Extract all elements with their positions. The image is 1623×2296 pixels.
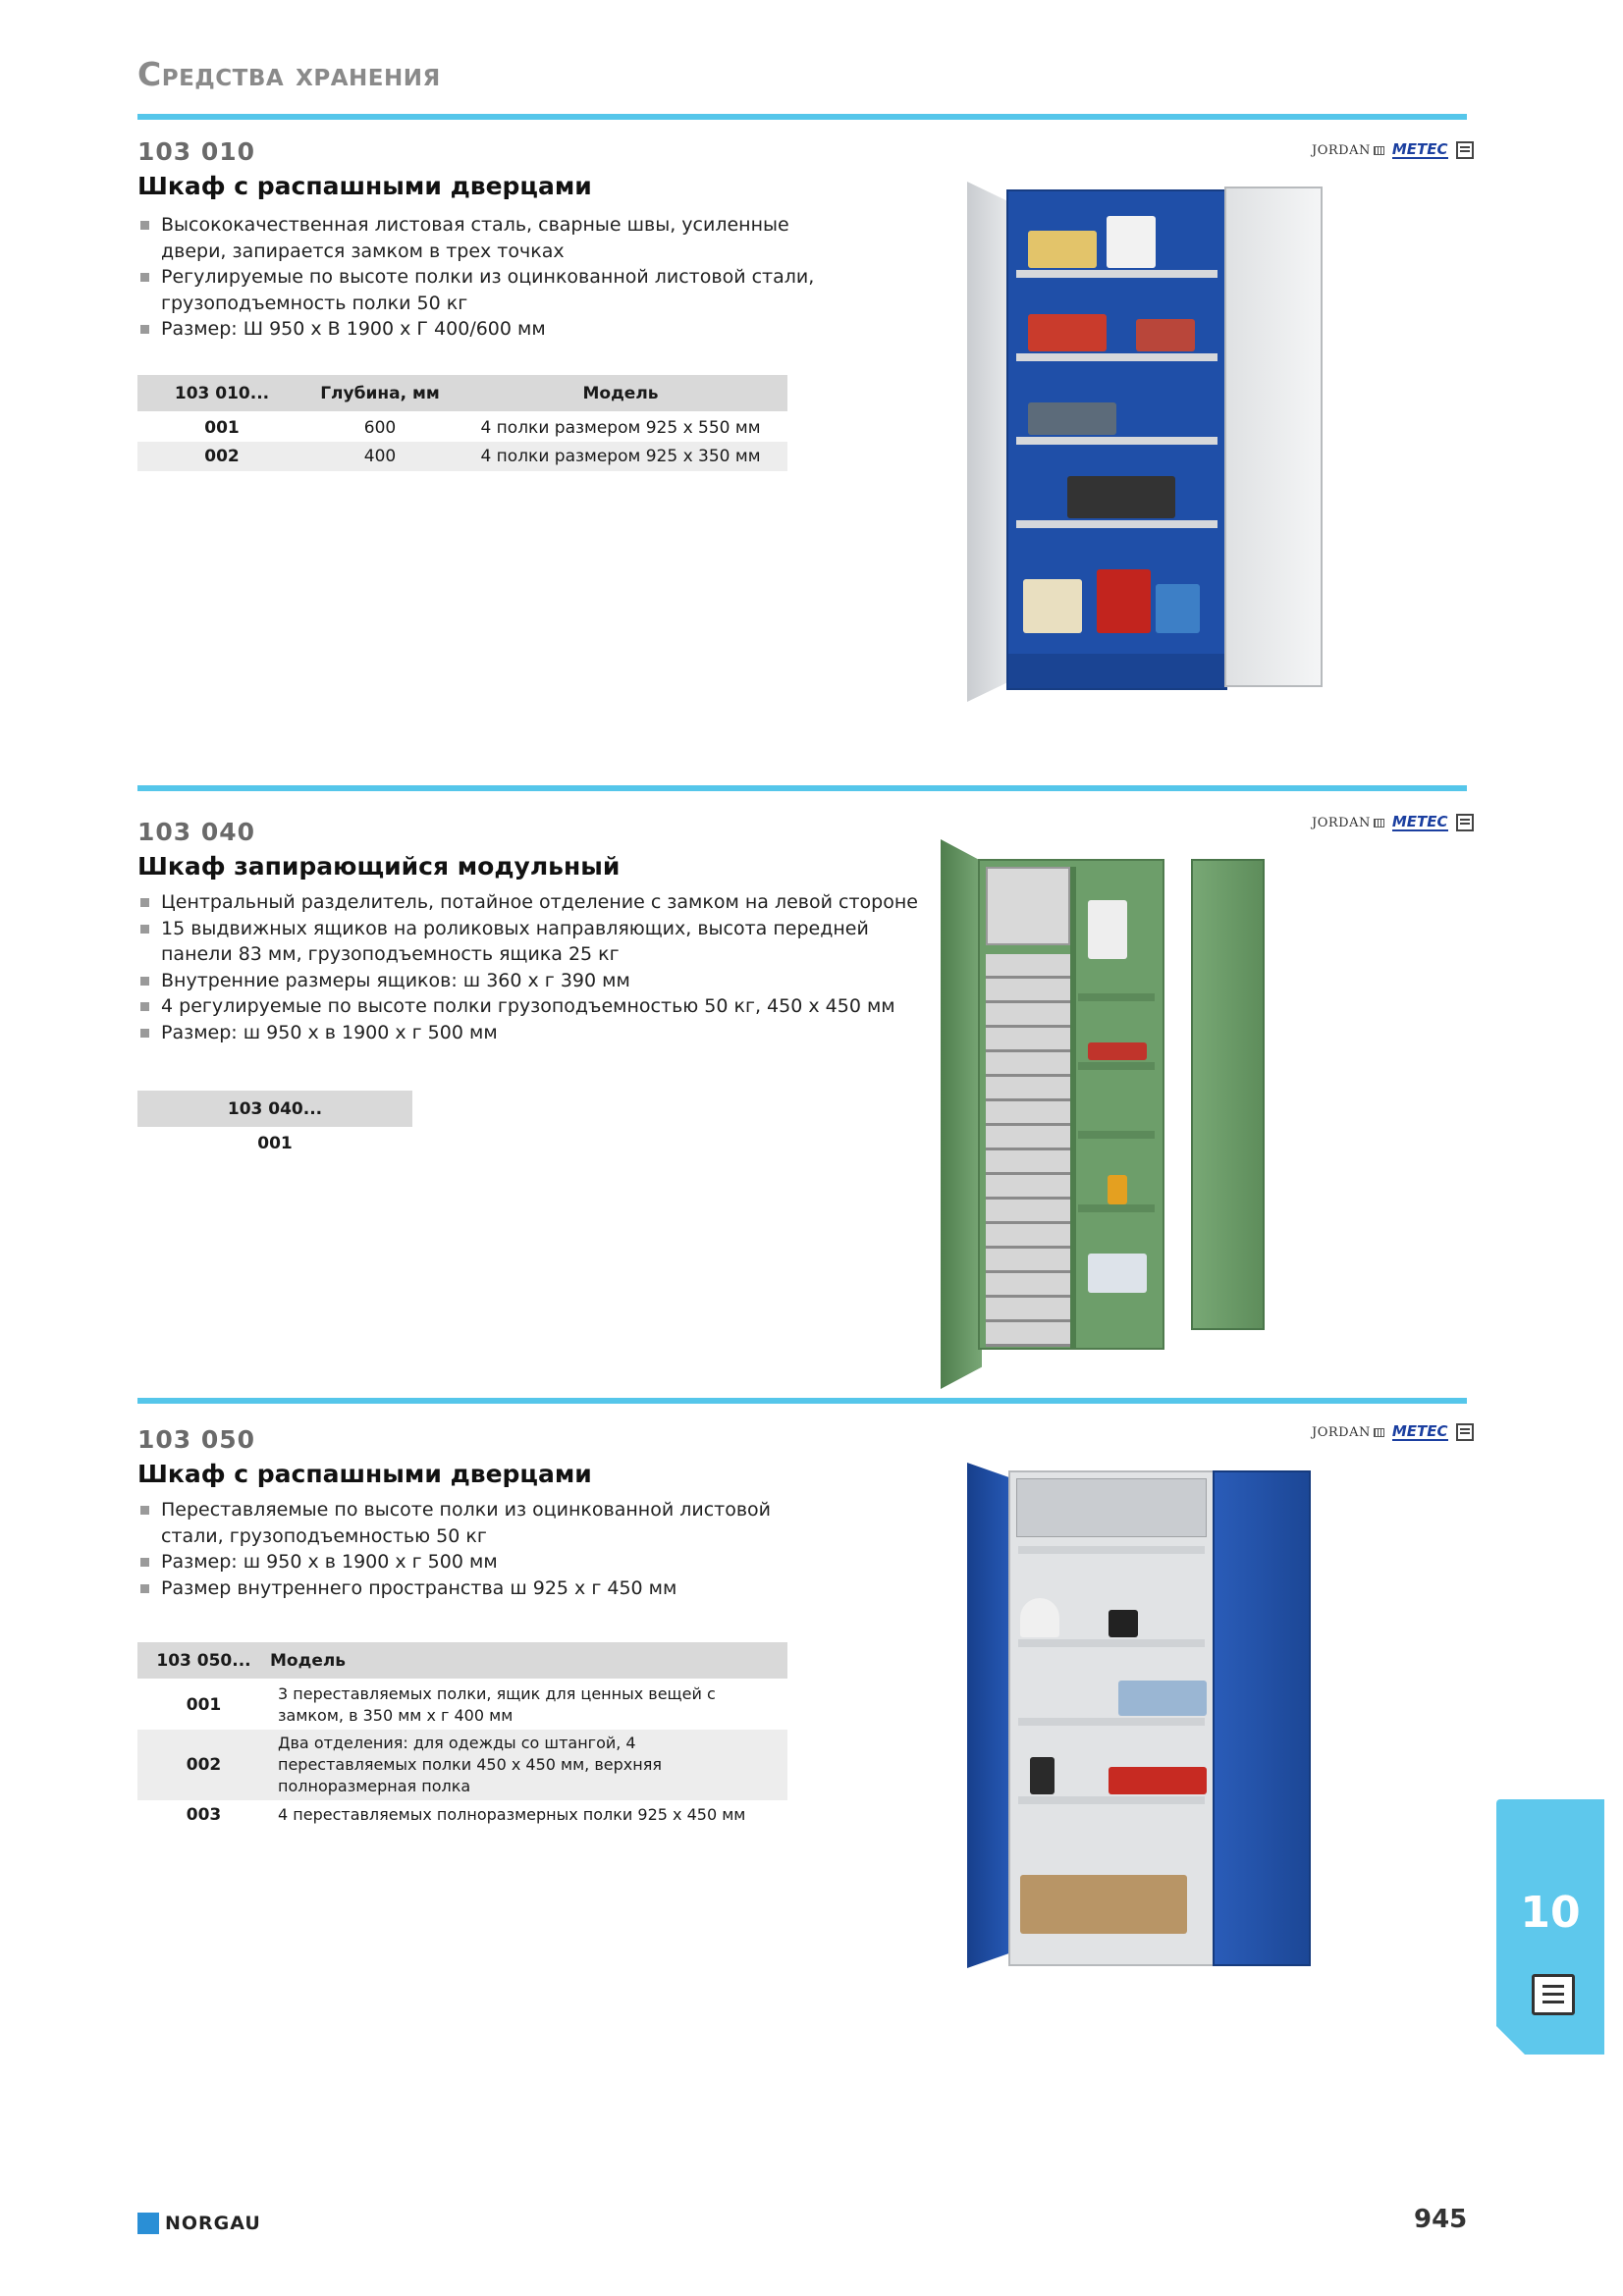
- feature-item: Размер: Ш 950 x В 1900 x Г 400/600 мм: [137, 316, 815, 343]
- cabinet-image: [967, 182, 1340, 702]
- jordan-logo: JORDAN: [1312, 143, 1384, 158]
- feature-item: Переставляемые по высоте полки из оцинкованной листовой стали, грузоподъемностью 50 кг: [137, 1497, 785, 1549]
- product-sku: 103 040: [137, 818, 256, 846]
- feature-list: [137, 889, 923, 1045]
- section-divider: [137, 1398, 1467, 1404]
- metec-logo: METEC: [1391, 813, 1448, 830]
- brand-logos: [1312, 138, 1474, 162]
- footer-logo: [137, 2213, 261, 2234]
- feature-item: Центральный разделитель, потайное отделение с замком на левой стороне: [137, 889, 923, 916]
- feature-item: 15 выдвижных ящиков на роликовых направляющих, высота передней панели 83 мм, грузоподъемность ящика 25 кг: [137, 916, 923, 968]
- feature-item: Высококачественная листовая сталь, сварные швы, усиленные двери, запирается замком в трех точках: [137, 212, 815, 264]
- page-number: 945: [1414, 2205, 1468, 2234]
- table-header: 103 050...: [137, 1642, 270, 1680]
- spec-table: [137, 375, 787, 471]
- brand-logos: [1312, 811, 1474, 834]
- document-icon: [1456, 1423, 1474, 1441]
- cabinet-image: [967, 1463, 1330, 1973]
- page-title: Средства хранения: [137, 55, 441, 93]
- feature-item: Размер: ш 950 x в 1900 x г 500 мм: [137, 1020, 923, 1046]
- feature-list: [137, 1497, 785, 1601]
- metec-logo: METEC: [1391, 140, 1448, 158]
- product-title: Шкаф с распашными дверцами: [137, 172, 592, 200]
- chapter-tab: [1496, 1799, 1604, 2055]
- chapter-number: 10: [1520, 1888, 1581, 1938]
- table-row: 003 4 переставляемых полноразмерных полки 925 x 450 мм: [186, 1805, 746, 1825]
- feature-item: Регулируемые по высоте полки из оцинкованной листовой стали, грузоподъемность полки 50 кг: [137, 264, 815, 316]
- product-title: Шкаф запирающийся модульный: [137, 852, 621, 881]
- table-row: 001: [257, 1133, 293, 1153]
- feature-item: Размер: ш 950 x в 1900 x г 500 мм: [137, 1549, 785, 1575]
- metec-logo: METEC: [1391, 1422, 1448, 1440]
- spec-table: [137, 1642, 787, 1830]
- norgau-square-icon: [137, 2213, 159, 2234]
- table-header: 103 010...: [137, 375, 306, 412]
- top-divider: [137, 114, 1467, 120]
- brand-logos: [1312, 1420, 1474, 1444]
- norgau-wordmark: NORGAU: [165, 2213, 261, 2234]
- jordan-logo: JORDAN: [1312, 1425, 1384, 1440]
- catalog-icon: [1532, 1974, 1575, 2015]
- spec-table: [137, 1091, 412, 1157]
- cabinet-image: [941, 839, 1314, 1389]
- feature-item: Размер внутреннего пространства ш 925 x г 450 мм: [137, 1575, 785, 1602]
- feature-item: 4 регулируемые по высоте полки грузоподъемностью 50 кг, 450 x 450 мм: [137, 993, 923, 1020]
- table-row: 002 Два отделения: для одежды со штангой, 4 переставляемых полки 450 x 450 мм, верхняя полноразмерная полка: [137, 1730, 787, 1800]
- document-icon: [1456, 814, 1474, 831]
- feature-list: [137, 212, 815, 343]
- product-title: Шкаф с распашными дверцами: [137, 1460, 592, 1488]
- table-header: 103 040...: [137, 1091, 412, 1128]
- table-header: Модель: [270, 1642, 787, 1680]
- table-row: 002 400 4 полки размером 925 x 350 мм: [137, 442, 787, 471]
- document-icon: [1456, 141, 1474, 159]
- feature-item: Внутренние размеры ящиков: ш 360 x г 390 мм: [137, 968, 923, 994]
- jordan-logo: JORDAN: [1312, 816, 1384, 830]
- table-row: 001 3 переставляемых полки, ящик для ценных вещей с замком, в 350 мм x г 400 мм: [186, 1684, 716, 1725]
- section-divider: [137, 785, 1467, 791]
- table-row: 001 600 4 полки размером 925 x 550 мм: [204, 417, 761, 438]
- product-sku: 103 010: [137, 137, 256, 166]
- table-header: Модель: [454, 375, 787, 412]
- product-sku: 103 050: [137, 1425, 256, 1454]
- table-header: Глубина, мм: [306, 375, 454, 412]
